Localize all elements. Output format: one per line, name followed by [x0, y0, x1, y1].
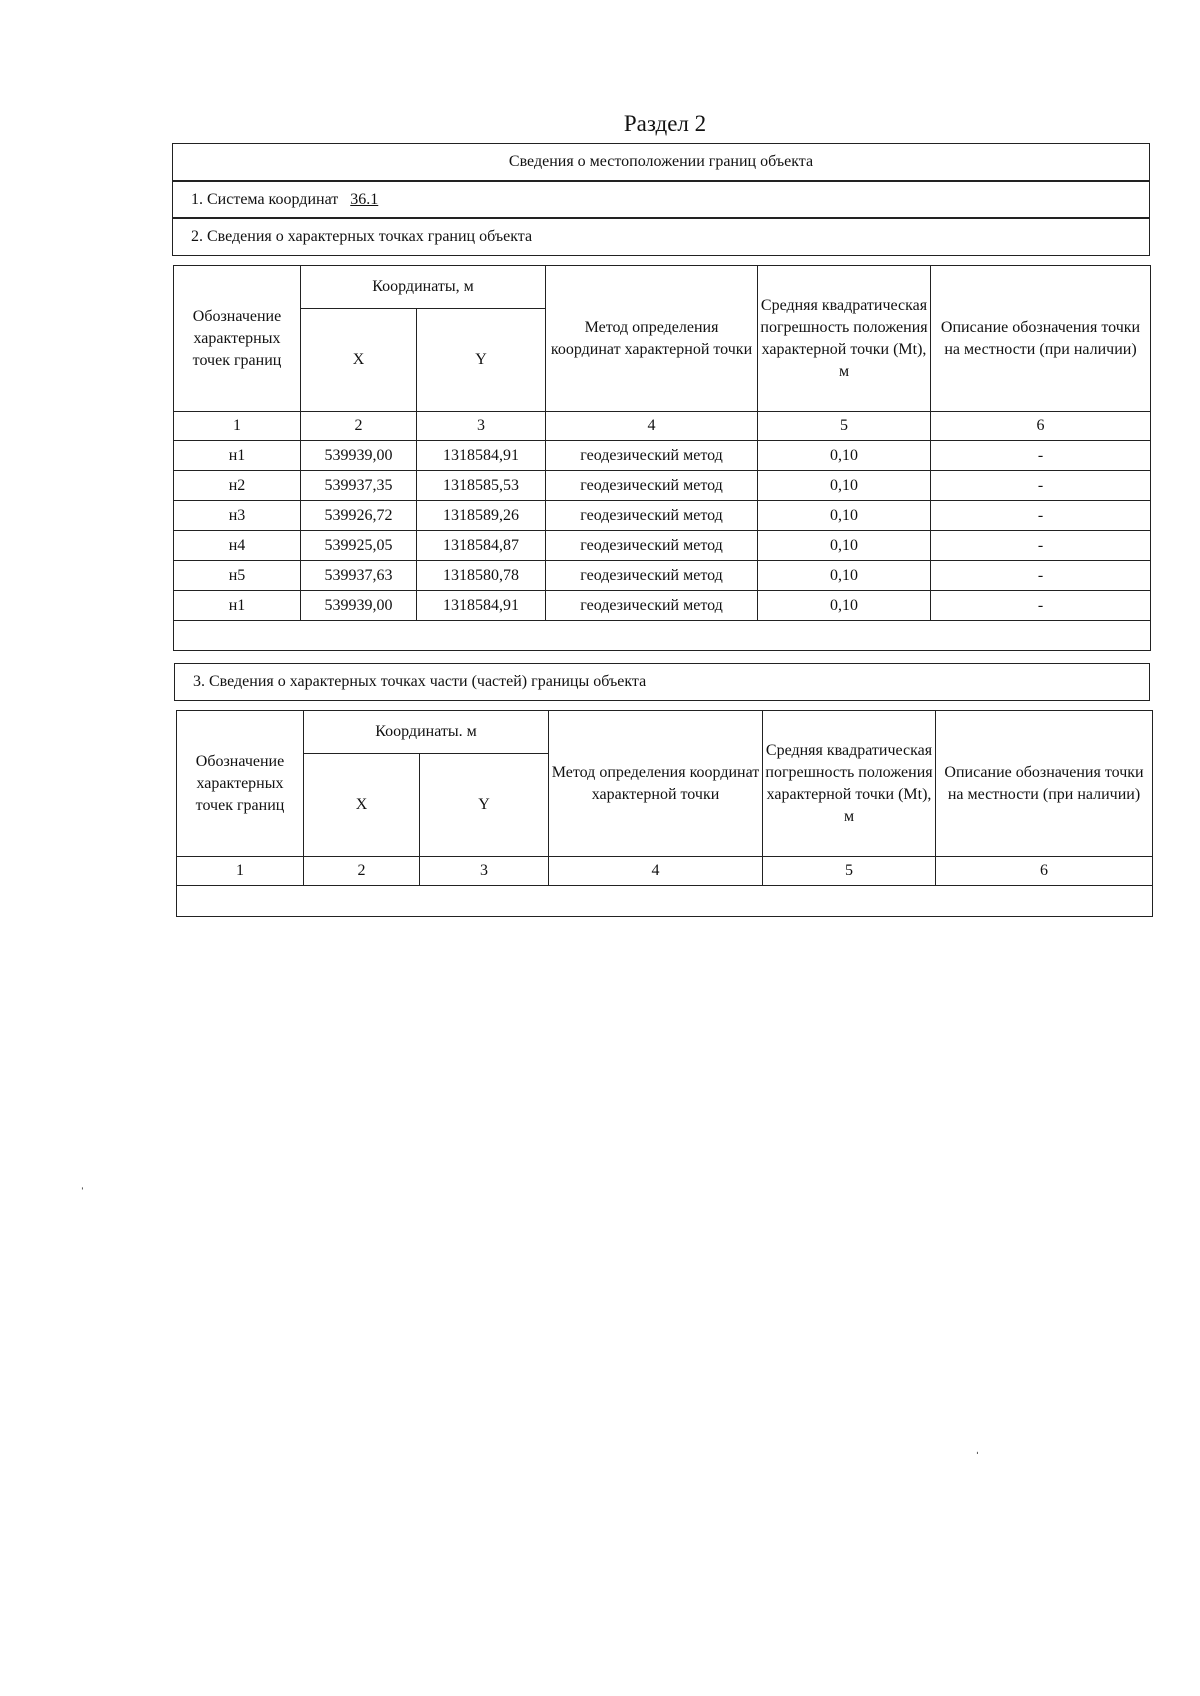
table-row: [174, 501, 1151, 531]
header-y: Y: [420, 754, 549, 857]
coord-system-label: 1. Система координат: [191, 190, 339, 208]
point-y: 1318589,26: [417, 501, 546, 531]
col-number: 4: [549, 857, 763, 886]
scan-speck: ˈ: [80, 1186, 85, 1201]
col-number: 5: [758, 412, 931, 441]
coord-system-line: [191, 191, 378, 209]
boundary-heading: Сведения о местоположении границ объекта: [508, 153, 814, 170]
table-row: [174, 471, 1151, 501]
header-coords: Координаты. м: [304, 711, 549, 754]
point-id: н2: [174, 471, 301, 501]
point-description: -: [931, 501, 1151, 531]
col-number: 1: [174, 412, 301, 441]
point-y: 1318584,91: [417, 591, 546, 621]
point-id: н4: [174, 531, 301, 561]
header-x: X: [304, 754, 420, 857]
header-designation: Обозначение характерных точек границ: [177, 711, 304, 857]
header-description: Описание обозначения точки на местности (при наличии): [931, 266, 1151, 412]
point-id: н1: [174, 591, 301, 621]
header-y: Y: [417, 309, 546, 412]
header-method: Метод определения координат характерной точки: [549, 711, 763, 857]
point-method: геодезический метод: [546, 471, 758, 501]
point-description: -: [931, 561, 1151, 591]
point-x: 539925,05: [301, 531, 417, 561]
empty-row: [174, 621, 1151, 651]
column-number-row: [177, 857, 1153, 886]
column-number-row: [174, 412, 1151, 441]
header-error: Средняя квадратическая погрешность положения характерной точки (Mt), м: [758, 266, 931, 412]
point-error: 0,10: [758, 561, 931, 591]
empty-cell: [174, 621, 1151, 651]
table-row: [174, 561, 1151, 591]
points-table: [173, 265, 1151, 651]
point-error: 0,10: [758, 501, 931, 531]
header-description: Описание обозначения точки на местности (при наличии): [936, 711, 1153, 857]
point-method: геодезический метод: [546, 591, 758, 621]
point-y: 1318580,78: [417, 561, 546, 591]
point-x: 539937,35: [301, 471, 417, 501]
table-row: [174, 591, 1151, 621]
header-x: X: [301, 309, 417, 412]
points-heading-box: [172, 218, 1150, 256]
boundary-heading-box: [172, 143, 1150, 181]
col-number: 6: [931, 412, 1151, 441]
point-description: -: [931, 591, 1151, 621]
col-number: 3: [417, 412, 546, 441]
parts-table: [176, 710, 1153, 917]
point-method: геодезический метод: [546, 531, 758, 561]
col-number: 1: [177, 857, 304, 886]
coord-system-box: [172, 181, 1150, 218]
scan-speck: ˌ: [975, 1440, 980, 1455]
point-id: н5: [174, 561, 301, 591]
col-number: 3: [420, 857, 549, 886]
section-title: Раздел 2: [623, 111, 707, 136]
header-coords: Координаты, м: [301, 266, 546, 309]
col-number: 2: [304, 857, 420, 886]
point-id: н3: [174, 501, 301, 531]
point-method: геодезический метод: [546, 561, 758, 591]
point-y: 1318584,87: [417, 531, 546, 561]
point-x: 539926,72: [301, 501, 417, 531]
empty-cell: [177, 886, 1153, 917]
point-error: 0,10: [758, 591, 931, 621]
point-y: 1318585,53: [417, 471, 546, 501]
point-error: 0,10: [758, 441, 931, 471]
parts-heading: 3. Сведения о характерных точках части (частей) границы объекта: [193, 673, 647, 690]
point-error: 0,10: [758, 471, 931, 501]
point-id: н1: [174, 441, 301, 471]
col-number: 5: [763, 857, 936, 886]
point-x: 539939,00: [301, 591, 417, 621]
table-row: [174, 531, 1151, 561]
col-number: 4: [546, 412, 758, 441]
point-error: 0,10: [758, 531, 931, 561]
header-designation: Обозначение характерных точек границ: [174, 266, 301, 412]
col-number: 2: [301, 412, 417, 441]
header-error: Средняя квадратическая погрешность положения характерной точки (Mt), м: [763, 711, 936, 857]
point-description: -: [931, 441, 1151, 471]
parts-heading-box: [174, 663, 1150, 701]
point-description: -: [931, 531, 1151, 561]
point-y: 1318584,91: [417, 441, 546, 471]
empty-row: [177, 886, 1153, 917]
point-method: геодезический метод: [546, 501, 758, 531]
point-method: геодезический метод: [546, 441, 758, 471]
point-description: -: [931, 471, 1151, 501]
point-x: 539939,00: [301, 441, 417, 471]
table-row: [174, 441, 1151, 471]
point-x: 539937,63: [301, 561, 417, 591]
col-number: 6: [936, 857, 1153, 886]
header-method: Метод определения координат характерной точки: [546, 266, 758, 412]
points-heading: 2. Сведения о характерных точках границ объекта: [191, 228, 533, 245]
coord-system-value: 36.1: [350, 190, 379, 208]
